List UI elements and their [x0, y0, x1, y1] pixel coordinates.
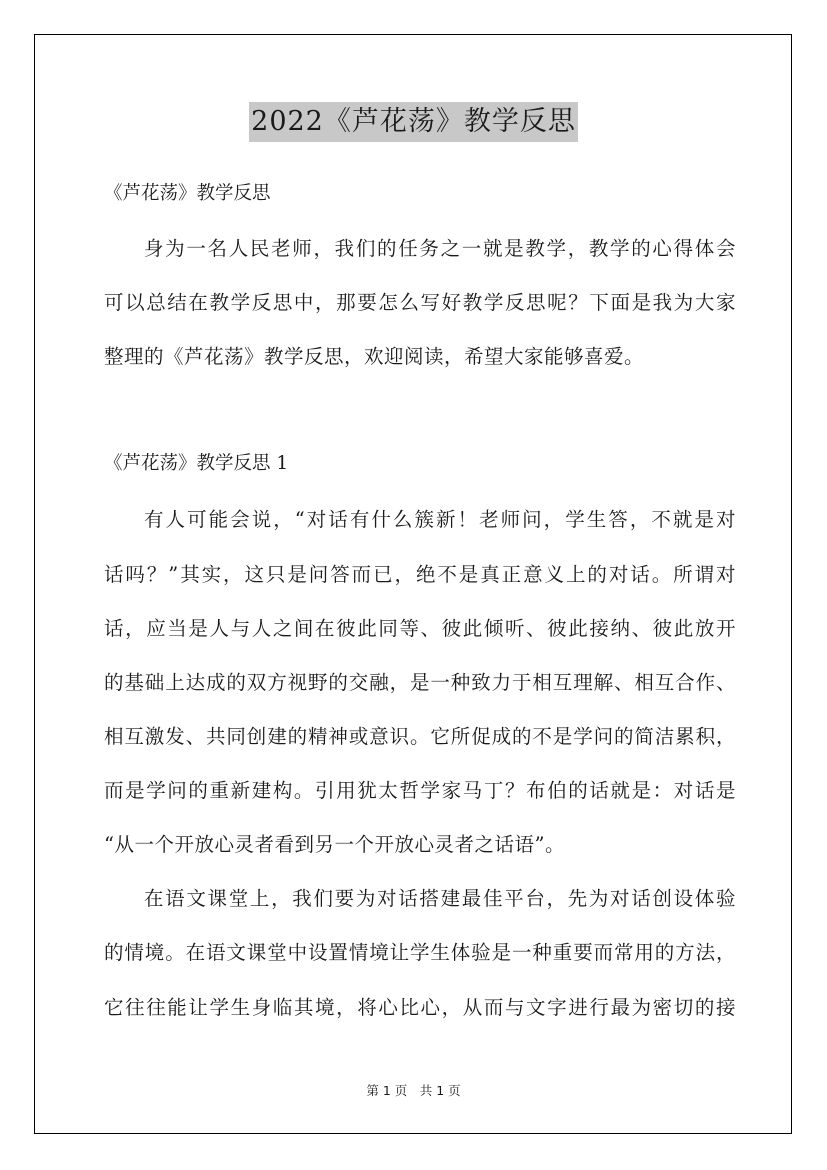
intro-line: 身为一名人民老师，我们的任务之一就是教学，教学的心得体会 — [144, 237, 736, 260]
page-number: 第 1 页 共 1 页 — [366, 1083, 461, 1098]
paragraph-line: 话吗？”其实，这只是问答而已，绝不是真正意义上的对话。所谓对 — [104, 563, 736, 586]
paragraph-line: 相互激发、共同创建的精神或意识。它所促成的不是学问的简洁累积， — [104, 725, 736, 748]
section1-heading: 《芦花荡》教学反思 1 — [104, 453, 289, 474]
paragraph-line: 它往往能让学生身临其境，将心比心，从而与文字进行最为密切的接 — [104, 996, 736, 1019]
intro-line: 可以总结在教学反思中，那要怎么写好教学反思呢？下面是我为大家 — [104, 291, 736, 314]
paragraph-line: 而是学问的重新建构。引用犹太哲学家马丁？布伯的话就是：对话是 — [104, 779, 736, 802]
title-container — [0, 102, 827, 142]
paragraph-line: 话，应当是人与人之间在彼此同等、彼此倾听、彼此接纳、彼此放开 — [104, 617, 736, 640]
document-title: 2022《芦花荡》教学反思 — [249, 102, 578, 142]
paragraph-line: “从一个开放心灵者看到另一个开放心灵者之话语”。 — [104, 833, 565, 856]
paragraph-line: 有人可能会说，“对话有什么簇新！老师问，学生答，不就是对 — [144, 508, 736, 531]
paragraph-line: 的情境。在语文课堂中设置情境让学生体验是一种重要而常用的方法， — [104, 941, 736, 964]
paragraph-line: 在语文课堂上，我们要为对话搭建最佳平台，先为对话创设体验 — [144, 887, 736, 910]
intro-heading: 《芦花荡》教学反思 — [104, 183, 271, 204]
intro-line: 整理的《芦花荡》教学反思，欢迎阅读，希望大家能够喜爱。 — [104, 345, 645, 368]
paragraph-line: 的基础上达成的双方视野的交融，是一种致力于相互理解、相互合作、 — [104, 671, 736, 694]
